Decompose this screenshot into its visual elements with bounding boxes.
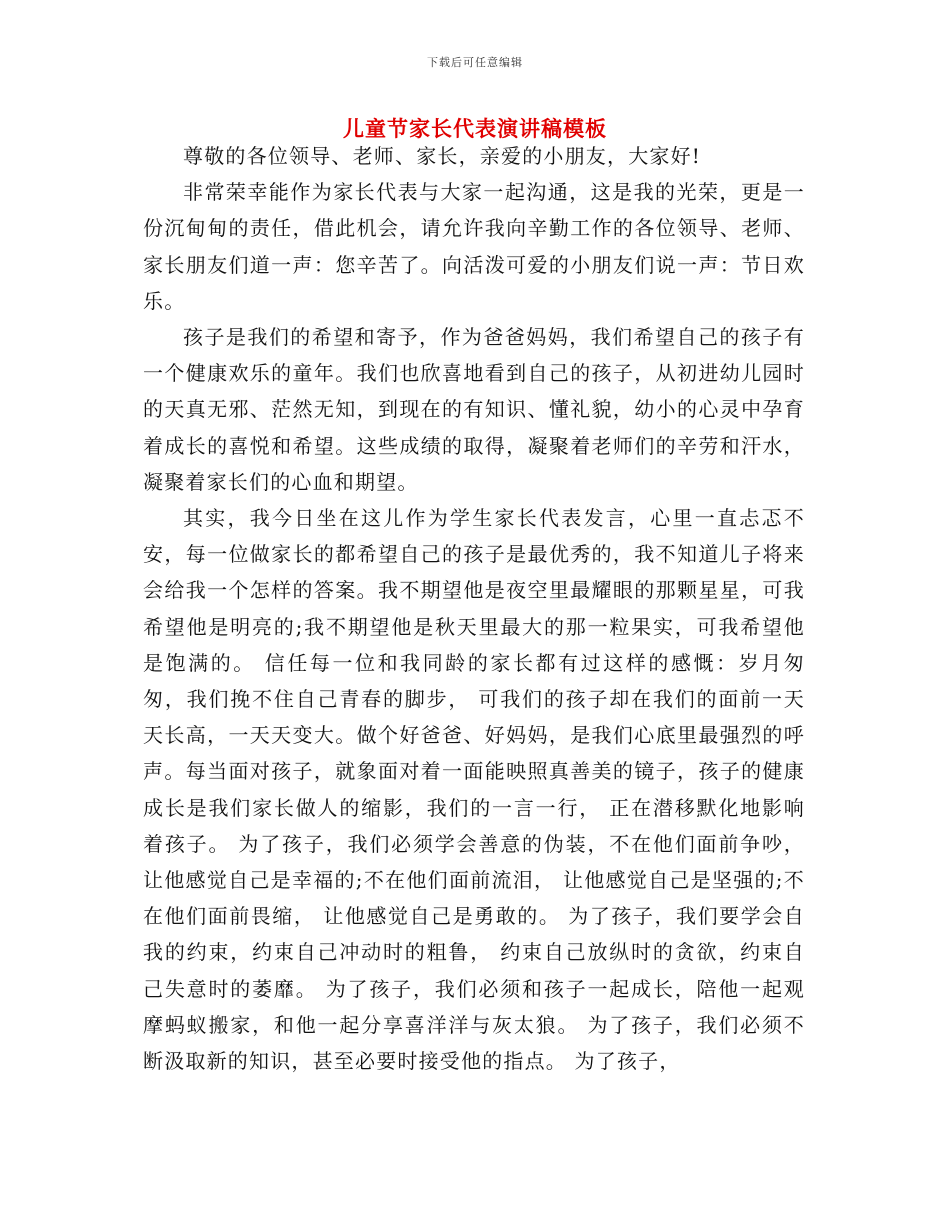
paragraph-greeting: 尊敬的各位领导、老师、家长，亲爱的小朋友，大家好! — [183, 144, 702, 168]
document-title: 儿童节家长代表演讲稿模板 — [343, 116, 607, 141]
paragraph-hopes: 孩子是我们的希望和寄予，作为爸爸妈妈，我们希望自己的孩子有一个健康欢乐的童年。我们也欣喜地看到自己的孩子，从初进幼儿园时的天真无邪、茫然无知，到现在的有知识、懂礼貌，幼小的心灵中孕育着成长的喜悦和希望。这些成绩的取得，凝聚着老师们的辛劳和汗水，凝聚着家长们的心血和期望。 — [143, 325, 805, 494]
document-body — [143, 138, 805, 1079]
paragraph-reflection: 其实，我今日坐在这儿作为学生家长代表发言，心里一直忐忑不安，每一位做家长的都希望自己的孩子是最优秀的，我不知道儿子将来会给我一个怎样的答案。我不期望他是夜空里最耀眼的那颗星星，可我希望他是明亮的;我不期望他是秋天里最大的那一粒果实，可我希望他是饱满的。 信任每一位和我同龄的家长都有过这样的感慨：岁月匆匆，我们挽不住自己青春的脚步， 可我们的孩子却在我们的面前一天天长高，一天天变大。做个好爸爸、好妈妈，是我们心底里最强烈的呼声。每当面对孩子，就象面对着一面能映照真善美的镜子，孩子的健康成长是我们家长做人的缩影，我们的一言一行， 正在潜移默化地影响着孩子。 为了孩子，我们必须学会善意的伪装，不在他们面前争吵，让他感觉自己是幸福的;不在他们面前流泪， 让他感觉自己是坚强的;不在他们面前畏缩， 让他感觉自己是勇敢的。 为了孩子，我们要学会自我的约束，约束自己冲动时的粗鲁， 约束自己放纵时的贪欲，约束自己失意时的萎靡。 为了孩子，我们必须和孩子一起成长，陪他一起观摩蚂蚁搬家，和他一起分享喜洋洋与灰太狼。 为了孩子，我们必须不断汲取新的知识，甚至必要时接受他的指点。 为了孩子， — [143, 506, 805, 1074]
page-header-note: 下载后可任意编辑 — [427, 56, 523, 69]
paragraph-thanks: 非常荣幸能作为家长代表与大家一起沟通，这是我的光荣，更是一份沉甸甸的责任，借此机会，请允许我向辛勤工作的各位领导、老师、家长朋友们道一声：您辛苦了。向活泼可爱的小朋友们说一声：节日欢乐。 — [143, 180, 805, 313]
